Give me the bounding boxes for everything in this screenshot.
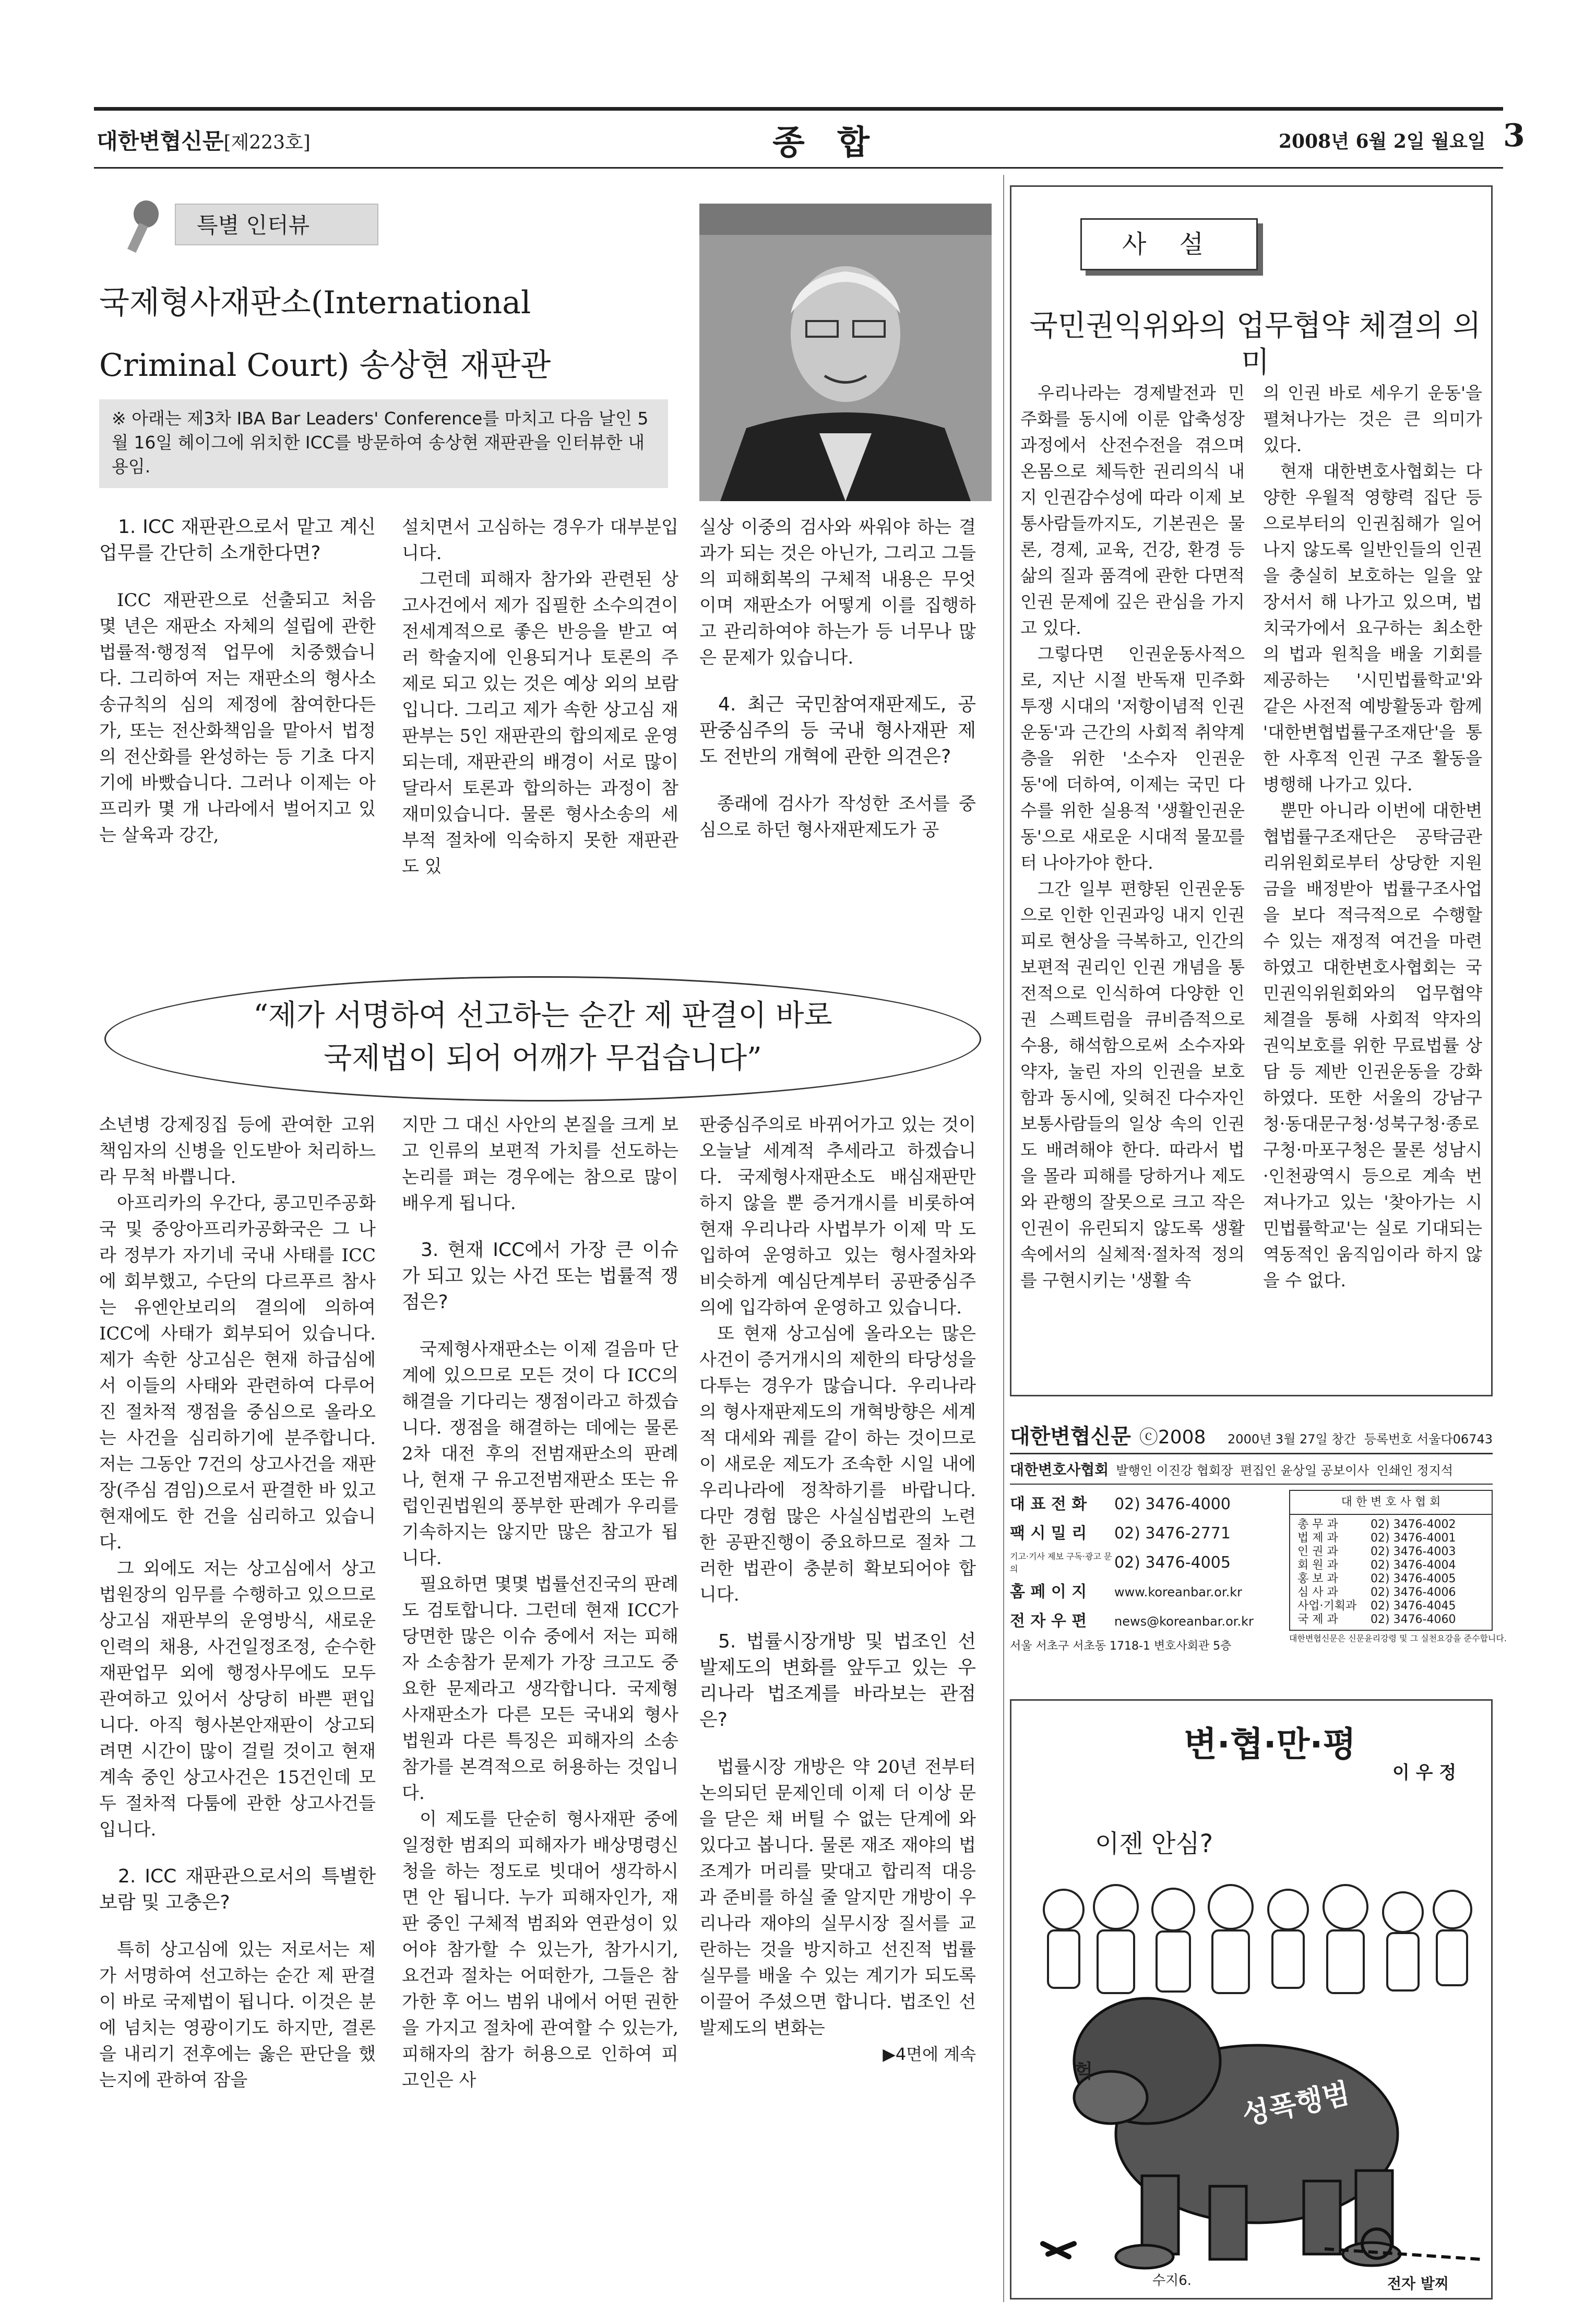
page-number: 3 <box>1503 117 1525 154</box>
paragraph: 의 인권 바로 세우기 운동'을 펼쳐나가는 것은 큰 의미가 있다. <box>1263 383 1482 455</box>
paragraph: 지만 그 대신 사안의 본질을 크게 보고 인류의 보편적 가치를 선도하는 논리를 펴는 경우에는 참으로 많이 배우게 됩니다. <box>402 1115 678 1214</box>
paragraph: 현재 대한변호사협회는 다양한 우월적 영향력 집단 등으로부터의 인권침해가 일어나지 않도록 일반인들의 인권을 충실히 보호하는 일을 앞장서서 해 나가고 있으며, 법치국가에서 요구하는 최소한의 법과 원칙을 배울 기회를 제공하는 '시민법률학교'와 같은 사전적 예방활동과 함께 '대한변협법률구조재단'을 통한 사후적 인권 구조 활동을 병행해 나가고 있다. <box>1263 461 1482 795</box>
interview-col3-top <box>699 514 976 843</box>
header-top-rule <box>94 107 1503 111</box>
interview-col1-top <box>99 514 376 848</box>
section-title: 종 합 <box>772 123 880 162</box>
issue-number: [제223호] <box>223 132 311 153</box>
directory-row: 법 제 과 02) 3476-4001 <box>1297 1532 1456 1545</box>
interview-note: ※ 아래는 제3차 IBA Bar Leaders' Conference를 마치고 다음 날인 5월 16일 헤이그에 위치한 ICC를 방문하여 송상현 재판관을 인터뷰한 내용임. <box>99 399 668 488</box>
paragraph: 필요하면 몇몇 법률선진국의 판례도 검토합니다. 그런데 현재 ICC가 당면한 많은 이슈 중에서 저는 피해자 소송참가 문제가 가장 크고도 중요한 문제라고 생각합니다. 국제형사재판소가 다른 모든 국내외 형사법원과 다른 특징은 피해자의 소송참가를 본격적으로 허용하는 것입니다. <box>402 1574 678 1804</box>
cartoon-title: 변·협·만·평 <box>1184 1724 1356 1764</box>
paragraph: 또 현재 상고심에 올라오는 많은 사건이 증거개시의 제한의 타당성을 다투는 경우가 많습니다. 우리나라의 형사재판제도의 개혁방향은 세계적 대세와 궤를 같이 하는 것이므로 이 새로운 제도가 조속한 시일 내에 우리나라에 정착하기를 바랍니다. 다만 경험 많은 사실심법관의 노련한 공판진행이 중요하므로 절차 그러한 법관이 충분히 확보되어야 합니다. <box>699 1323 976 1605</box>
contact-row: 대 표 전 화 02) 3476-4000 <box>1010 1495 1231 1513</box>
editorial-label: 사 설 <box>1080 218 1258 270</box>
interview-title: 국제형사재판소(International Criminal Court) 송상현 재판관 <box>99 285 551 384</box>
directory-row: 인 권 과 02) 3476-4003 <box>1297 1545 1456 1558</box>
question-1: 1. ICC 재판관으로서 맡고 계신 업무를 간단히 소개한다면? <box>99 516 376 564</box>
paragraph: 뿐만 아니라 이번에 대한변협법률구조재단은 공탁금관리위원회로부터 상당한 지원금을 배정받아 법률구조사업을 보다 적극적으로 수행할 수 있는 재정적 여건을 마련하였고 대한변호사협회는 국민권익위원회와의 업무협약 체결을 통해 사회적 약자의 권익보호를 위한 무료법률 상담 등 제반 인권운동을 강화하였다. 또한 서울의 강남구청·동대문구청·성북구청·종로구청·마포구청은 물론 성남시·인천광역시 등으로 계속 번져나가고 있는 '찾아가는 시민법률학교'는 실로 기대되는 역동적인 움직임이라 하지 않을 수 없다. <box>1263 800 1482 1290</box>
paragraph: 우리나라는 경제발전과 민주화를 동시에 이룬 압축성장 과정에서 산전수전을 겪으며 온몸으로 체득한 권리의식 내지 인권감수성에 따라 이제 보통사람들까지도, 기본권은 물론, 경제, 교육, 건강, 환경 등 삶의 질과 품격에 관한 다면적 인권 문제에 깊은 관심을 가지고 있다. <box>1020 383 1245 638</box>
contact-list <box>1010 1490 1281 1657</box>
cartoon-dog-label: 성폭행범 <box>1239 2076 1353 2131</box>
pull-quote <box>104 976 981 1101</box>
cartoon-artist: 이 우 정 <box>1392 1762 1457 1783</box>
contact-row: 기고·기사 제보 구독·광고 문의 02) 3476-4005 <box>1010 1551 1231 1574</box>
directory-row: 홍 보 과 02) 3476-4005 <box>1297 1572 1456 1585</box>
continued-note: ▶4면에 계속 <box>883 2044 976 2064</box>
imprint-org: 대한변호사협회 <box>1010 1461 1109 1478</box>
cartoon-sound: 헉 <box>1071 2061 1093 2080</box>
cartoon-speech: 이젠 안심? <box>1095 1829 1213 1858</box>
paragraph: 법률시장 개방은 약 20년 전부터 논의되던 문제인데 이제 더 이상 문을 닫은 채 버틸 수 없는 단계에 와있다고 봅니다. 물론 재조 재야의 법조계가 머리를 맞대고 합리적 대응과 준비를 하실 줄 알지만 개방이 우리나라 재야의 실무시장 질서를 교란하는 것을 방지하고 선진적 법률실무를 배울 수 있는 계기가 되도록 이끌어 주셨으면 합니다. 법조인 선발제도의 변화는 <box>699 1757 976 2038</box>
paragraph: 특히 상고심에 있는 저로서는 제가 서명하여 선고하는 순간 제 판결이 바로 국제법이 됩니다. 이것은 분에 넘치는 영광이기도 하지만, 결론을 내리기 전후에는 옳은 판단을 했는지에 관하여 잠을 <box>99 1939 376 2091</box>
editorial-col1 <box>1020 380 1245 1294</box>
header-bottom-rule <box>94 167 1503 169</box>
imprint-registration: 등록번호 서울다06743 <box>1364 1432 1493 1447</box>
imprint-publisher: 발행인 이진강 협회장 <box>1116 1463 1233 1478</box>
directory-title: 대 한 변 호 사 협 회 <box>1289 1490 1493 1515</box>
paragraph: 이 제도를 단순히 형사재판 중에 일정한 범죄의 피해자가 배상명령신청을 하는 정도로 빗대어 생각하시면 안 됩니다. 누가 피해자인가, 재판 중인 구체적 범죄와 연관성이 있어야 참가할 수 있는가, 참가시기, 요건과 절차는 어떠한가, 그들은 참가한 후 어느 범위 내에서 어떤 권한을 가지고 절차에 관여할 수 있는가, 피해자의 참가 허용으로 인하여 피고인은 사 <box>402 1809 678 2091</box>
interview-col3-bottom <box>699 1112 976 2067</box>
directory-row: 심 사 과 02) 3476-4006 <box>1297 1586 1456 1599</box>
column-divider <box>1003 175 1004 2302</box>
paragraph: 설치면서 고심하는 경우가 대부분입니다. <box>402 517 678 564</box>
interview-label: 특별 인터뷰 <box>175 204 378 245</box>
paragraph: 소년병 강제징집 등에 관여한 고위책임자의 신병을 인도받아 처리하느라 무척 바쁩니다. <box>99 1115 376 1188</box>
department-directory <box>1289 1490 1507 1657</box>
imprint-editor: 편집인 윤상일 공보이사 <box>1240 1463 1369 1478</box>
paragraph: 종래에 검사가 작성한 조서를 중심으로 하던 형사재판제도가 공 <box>699 793 976 840</box>
imprint-founded: 2000년 3월 27일 창간 <box>1228 1432 1356 1447</box>
question-5: 5. 법률시장개방 및 법조인 선발제도의 변화를 앞두고 있는 우리나라 법조계를 바라보는 관점은? <box>699 1631 976 1731</box>
cartoon-illustration <box>1011 1701 1493 2300</box>
interview-col1-bottom <box>99 1112 376 2093</box>
cartoon-chain-label: 전자 발찌 <box>1387 2275 1449 2292</box>
judge-photo <box>699 204 992 501</box>
question-4: 4. 최근 국민참여재판제도, 공판중심주의 등 국내 형사재판 제도 전반의 개혁에 관한 의견은? <box>699 694 976 767</box>
cartoon-panel <box>1010 1699 1493 2300</box>
paragraph: 그렇다면 인권운동사적으로, 지난 시절 반독재 민주화투쟁 시대의 '저항이념적 인권운동'과 근간의 사회적 취약계층을 위한 '소수자 인권운동'에 더하여, 이제는 국민 다수를 위한 실용적 '생활인권운동'으로 새로운 시대적 물꼬를 터 나아가야 한다. <box>1020 644 1245 873</box>
paragraph: 판중심주의로 바뀌어가고 있는 것이 오늘날 세계적 추세라고 하겠습니다. 국제형사재판소도 배심재판만 하지 않을 뿐 증거개시를 비롯하여 현재 우리나라 사법부가 이제 막 도입하여 운영하고 있는 형사절차와 비슷하게 예심단계부터 공판중심주의에 입각하여 운영하고 있습니다. <box>699 1115 976 1318</box>
directory-row: 회 원 과 02) 3476-4004 <box>1297 1559 1456 1572</box>
contact-row: 홈 페 이 지 www.koreanbar.or.kr <box>1010 1583 1243 1601</box>
paragraph: 그간 일부 편향된 인권운동으로 인한 인권과잉 내지 인권피로 현상을 극복하고, 인간의 보편적 권리인 인권 개념을 통전적으로 인식하여 다양한 인권 스펙트럼을 큐비즘적으로 수용, 해석함으로써 소수자와 약자, 눌린 자의 인권을 보호함과 동시에, 잊혀진 다수자인 보통사람들의 일상 속의 인권도 배려해야 한다. 따라서 법을 몰라 피해를 당하거나 제도와 관행의 잘못으로 크고 작은 인권이 유린되지 않도록 생활 속에서의 실체적·절차적 정의를 구현시키는 '생활 속 <box>1020 879 1245 1290</box>
paragraph: 아프리카의 우간다, 콩고민주공화국 및 중앙아프리카공화국은 그 나라 정부가 자기네 국내 사태를 ICC에 회부했고, 수단의 다르푸르 참사는 유엔안보리의 결의에 의하여 ICC에 사태가 회부되어 있습니다. 제가 속한 상고심은 현재 하급심에서 이들의 사태와 관련하여 다루어진 절차적 쟁점을 중심으로 올라오는 사건을 심리하기에 분주합니다. 저는 그동안 7건의 상고사건을 재판장(주심 겸임)으로서 판결한 바 있고 현재에도 한 건을 심리하고 있습니다. <box>99 1193 376 1553</box>
editorial-col2 <box>1263 380 1482 1294</box>
masthead <box>97 124 311 156</box>
interview-col2-top <box>402 514 678 880</box>
paragraph: 실상 이중의 검사와 싸워야 하는 결과가 되는 것은 아닌가, 그리고 그들의 피해회복의 구체적 내용은 무엇이며 재판소가 어떻게 이를 집행하고 관리하여야 하는가 등 너무나 많은 문제가 있습니다. <box>699 517 976 668</box>
contact-row: 팩 시 밀 리 02) 3476-2771 <box>1010 1524 1231 1543</box>
question-3: 3. 현재 ICC에서 가장 큰 이슈가 되고 있는 사건 또는 법률적 쟁점은? <box>402 1239 678 1313</box>
imprint-printer: 인쇄인 정지석 <box>1376 1463 1454 1478</box>
pull-quote-line1: “제가 서명하여 선고하는 순간 제 판결이 바로 <box>253 999 832 1033</box>
imprint-copyright: ⓒ2008 <box>1139 1427 1206 1448</box>
imprint <box>1010 1420 1507 1657</box>
cartoon-signature: 수지6. <box>1152 2273 1192 2289</box>
imprint-name: 대한변협신문 <box>1010 1424 1131 1449</box>
interview-col2-bottom <box>402 1112 678 2093</box>
ethics-note: 대한변협신문은 신문윤리강령 및 그 실천요강을 준수합니다. <box>1289 1633 1507 1643</box>
masthead-title: 대한변협신문 <box>97 128 224 154</box>
paragraph: 그런데 피해자 참가와 관련된 상고사건에서 제가 집필한 소수의견이 전세계적으로 좋은 반응을 받고 여러 학술지에 인용되거나 토론의 주제로 되고 있는 것은 예상 외의 보람입니다. 그리고 제가 속한 상고심 재판부는 5인 재판관의 합의제로 운영되는데, 재판관의 배경이 서로 많이 달라서 토론과 합의하는 과정이 참 재미있습니다. 물론 형사소송의 세부적 절차에 익숙하지 못한 재판관도 있 <box>402 569 678 877</box>
question-2: 2. ICC 재판관으로서의 특별한 보람 및 고충은? <box>99 1866 376 1913</box>
pull-quote-line2: 국제법이 되어 어깨가 무겁습니다” <box>324 1041 762 1075</box>
directory-row: 사업·기획과 02) 3476-4045 <box>1297 1599 1456 1613</box>
directory-row: 국 제 과 02) 3476-4060 <box>1297 1613 1456 1626</box>
directory-row: 총 무 과 02) 3476-4002 <box>1297 1518 1456 1531</box>
directory-list <box>1289 1515 1493 1631</box>
issue-date: 2008년 6월 2일 월요일 <box>1279 131 1486 152</box>
microphone-icon <box>117 198 164 258</box>
paragraph: 그 외에도 저는 상고심에서 상고법원장의 임무를 수행하고 있으므로 상고심 재판부의 운영방식, 새로운 인력의 채용, 사건일정조정, 순수한 재판업무 외에 행정사무에도 모두 관여하고 있어서 상당히 바쁜 편입니다. 아직 형사본안재판이 상고되려면 시간이 많이 걸릴 것이고 현재 계속 중인 상고사건은 15건인데 모두 절차적 다툼에 관한 상고사건들입니다. <box>99 1558 376 1840</box>
imprint-address: 서울 서초구 서초동 1718-1 변호사회관 5층 <box>1010 1640 1232 1653</box>
contact-row: 전 자 우 편 news@koreanbar.or.kr <box>1010 1612 1254 1630</box>
editorial-title: 국민권익위와의 업무협약 체결의 의미 <box>1029 309 1481 380</box>
answer-1-part1: ICC 재판관으로 선출되고 처음 몇 년은 재판소 자체의 설립에 관한 법률적·행정적 업무에 치중했습니다. 그리하여 저는 재판소의 형사소송규칙의 심의 제정에 참여한다든가, 또는 전산화책임을 맡아서 법정의 전산화를 완성하는 등 기초 다지기에 바빴습니다. 그러나 이제는 아프리카 몇 개 나라에서 벌어지고 있는 살육과 강간, <box>99 590 376 846</box>
paragraph: 국제형사재판소는 이제 걸음마 단계에 있으므로 모든 것이 다 ICC의 해결을 기다리는 쟁점이라고 하겠습니다. 쟁점을 해결하는 데에는 물론 2차 대전 후의 전범재판소의 판례나, 현재 구 유고전범재판소 또는 유럽인권법원의 풍부한 판례가 우리를 기속하지는 않지만 많은 참고가 됩니다. <box>402 1339 678 1569</box>
